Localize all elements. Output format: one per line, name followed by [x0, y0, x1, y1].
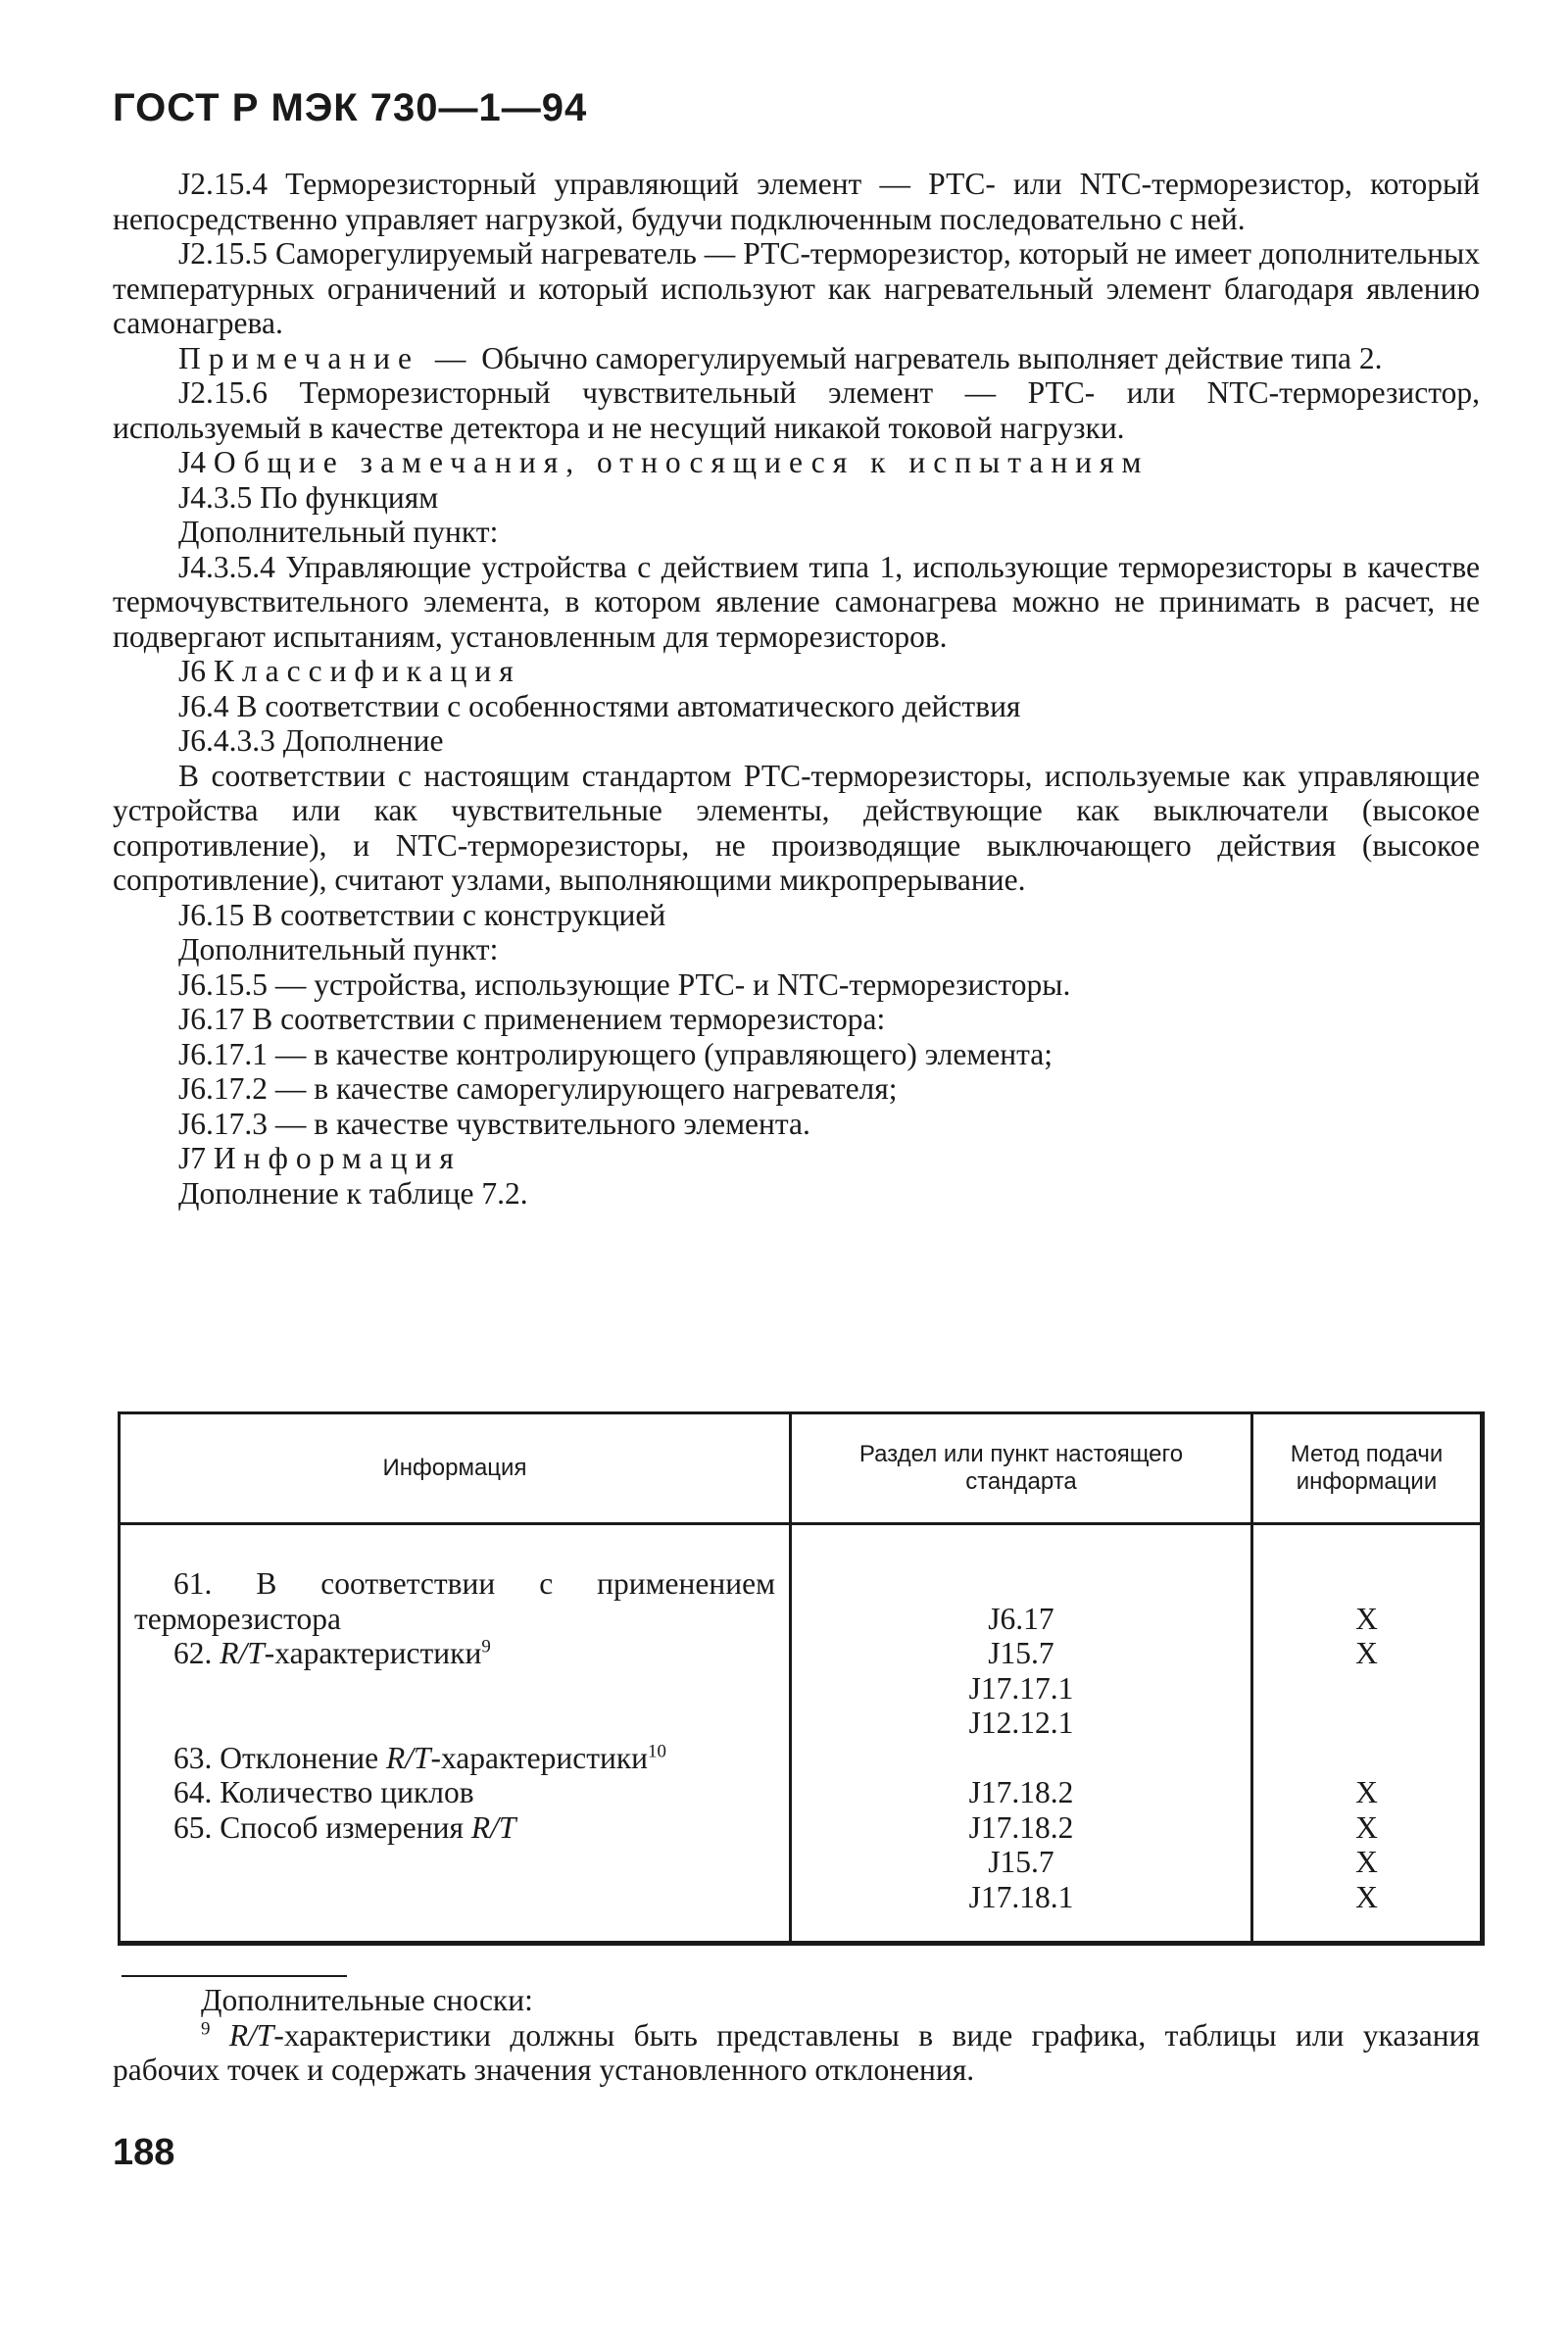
- clause-j6-17-2: J6.17.2 — в качестве саморегулирующего нагревателя;: [178, 1071, 898, 1106]
- row-65-prefix: 65. Способ измерения: [173, 1809, 471, 1845]
- section-j7-number: J7: [178, 1141, 207, 1175]
- mark-62: X: [1355, 1636, 1378, 1670]
- footnote-divider: [122, 1975, 347, 1977]
- header-delivery-method: Метод подачи информации: [1252, 1414, 1481, 1524]
- information-cell: [121, 1524, 791, 1942]
- clause-j6-17: J6.17 В соответствии с применением терморезистора:: [178, 1002, 886, 1036]
- table-row-61: 61. В соответствии с применением терморезистора: [134, 1566, 775, 1636]
- document-body: [113, 167, 1480, 1211]
- note-label: Примечание —: [178, 340, 474, 375]
- clause-j4-3-5-4: J4.3.5.4 Управляющие устройства с действием типа 1, использующие терморезисторы в качестве термочувствительного элемента, в котором явление самонагрева можно не принимать в расчет, не подвергают испытаниям, установленным для терморезисторов.: [113, 549, 1480, 654]
- table-row-63: [134, 1741, 775, 1776]
- mark-63: X: [1355, 1775, 1378, 1809]
- clause-j6-4: J6.4 В соответствии с особенностями автоматического действия: [178, 688, 1021, 723]
- mark-61: X: [1355, 1601, 1378, 1636]
- ref-61: J6.17: [988, 1601, 1054, 1636]
- row-62-prefix: 62.: [173, 1636, 220, 1670]
- row-62-rt: R/T: [220, 1636, 265, 1670]
- section-j4-title: Общие замечания, относящиеся к испытаниям: [213, 445, 1150, 479]
- clause-j4-3-5: J4.3.5 По функциям: [178, 479, 439, 515]
- footnote-ref-9: 9: [481, 1636, 491, 1658]
- table-caption: Дополнение к таблице 7.2.: [178, 1175, 528, 1211]
- section-j6-heading: [113, 654, 1480, 689]
- clause-j2-15-6: J2.15.6 Терморезисторный чувствительный элемент — РТС- или NTC-терморезистор, используемый в качестве детектора и не несущий никакой токовой нагрузки.: [113, 375, 1480, 445]
- section-j7-heading: [113, 1141, 1480, 1176]
- header-information: Информация: [121, 1414, 791, 1524]
- clause-j2-15-4: J2.15.4 Терморезисторный управляющий элемент — РТС- или NTC-терморезистор, который непосредственно управляет нагрузкой, будучи подключенным последовательно с ней.: [113, 167, 1480, 236]
- footnote-9-mark: 9: [201, 2018, 211, 2039]
- mark-64: X: [1355, 1809, 1378, 1845]
- clause-j6-4-3-3: J6.4.3.3 Дополнение: [178, 723, 444, 758]
- page-number: 188: [113, 2132, 175, 2173]
- footnote-9-rt: R/T: [228, 2017, 274, 2053]
- footnotes-title: Дополнительные сноски:: [201, 1983, 533, 2017]
- ref-62c: J12.12.1: [968, 1706, 1074, 1740]
- ref-63: J17.18.2: [968, 1775, 1074, 1809]
- note: [113, 341, 1480, 376]
- section-j4-heading: [113, 445, 1480, 480]
- header-section-reference: Раздел или пункт настоящего стандарта: [791, 1414, 1252, 1524]
- note-text: Обычно саморегулируемый нагреватель выполняет действие типа 2.: [481, 340, 1383, 375]
- method-cell: [1252, 1524, 1481, 1942]
- ref-64: J17.18.2: [968, 1809, 1074, 1845]
- clause-j2-15-5: J2.15.5 Саморегулируемый нагреватель — РТС-терморезистор, который не имеет дополнительных температурных ограничений и который используют как нагревательный элемент благодаря явлению самонагрева.: [113, 236, 1480, 340]
- row-65-rt: R/T: [470, 1809, 516, 1845]
- footnote-9: [113, 2018, 1480, 2088]
- reference-cell: [791, 1524, 1252, 1942]
- table-row-64: 64. Количество циклов: [173, 1775, 474, 1809]
- ref-65a: J15.7: [988, 1845, 1054, 1879]
- section-j6-number: J6: [178, 654, 207, 688]
- section-j6-title: Классификация: [213, 654, 521, 688]
- ref-62a: J15.7: [988, 1636, 1054, 1670]
- additional-item-label-2: Дополнительный пункт:: [178, 932, 499, 966]
- information-table: [118, 1411, 1485, 1946]
- mark-65b: X: [1355, 1879, 1378, 1914]
- clause-j6-17-1: J6.17.1 — в качестве контролирующего (управляющего) элемента;: [178, 1036, 1054, 1071]
- row-63-suffix: -характеристики: [430, 1740, 649, 1775]
- table-row-65: [134, 1810, 775, 1846]
- additional-item-label: Дополнительный пункт:: [178, 515, 499, 549]
- row-63-prefix: 63. Отклонение: [173, 1740, 386, 1775]
- clause-j6-15: J6.15 В соответствии с конструкцией: [178, 897, 666, 932]
- ref-65b: J17.18.1: [968, 1879, 1074, 1914]
- document-header: ГОСТ Р МЭК 730—1—94: [113, 86, 588, 129]
- mark-65a: X: [1355, 1845, 1378, 1879]
- table-row-62: [134, 1636, 775, 1671]
- footnote-ref-10: 10: [648, 1741, 666, 1761]
- section-j7-title: Информация: [213, 1141, 462, 1175]
- footnotes: [113, 1983, 1480, 2088]
- clause-j6-15-5: J6.15.5 — устройства, использующие РТС- и NTC-терморезисторы.: [178, 966, 1071, 1002]
- row-62-suffix: -характеристики: [264, 1636, 482, 1670]
- row-63-rt: R/T: [385, 1740, 431, 1775]
- footnote-9-text: -характеристики должны быть представлены в виде графика, таблицы или указания рабочих точек и содержать значения установленного отклонения.: [113, 2017, 1480, 2087]
- ref-62b: J17.17.1: [968, 1670, 1074, 1706]
- clause-j6-17-3: J6.17.3 — в качестве чувствительного элемента.: [178, 1106, 810, 1141]
- section-j4-number: J4: [178, 445, 207, 479]
- clause-j6-4-3-3-text: В соответствии с настоящим стандартом РТС-терморезисторы, используемые как управляющие устройства или как чувствительные элементы, действующие как выключатели (высокое сопротивление), и NTC-терморезисторы, не производящие выключающего действия (высокое сопротивление), считают узлами, выполняющими микропрерывание.: [113, 758, 1480, 897]
